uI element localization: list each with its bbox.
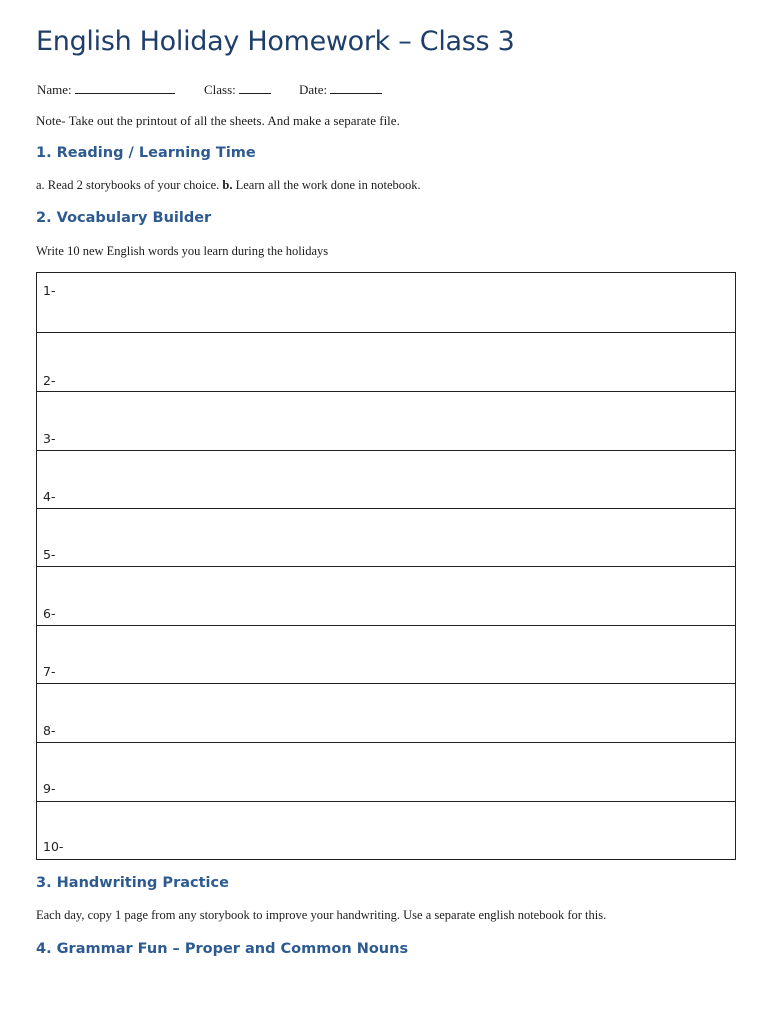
vocab-row-number: 8-: [43, 723, 56, 738]
vocab-row-number: 6-: [43, 606, 56, 621]
reading-text-b: Learn all the work done in notebook.: [232, 178, 421, 192]
name-blank: [75, 82, 175, 94]
name-field: [37, 82, 175, 98]
vocabulary-table: [36, 272, 736, 860]
section-heading-grammar: 4. Grammar Fun – Proper and Common Nouns: [36, 941, 409, 957]
reading-text-b-marker: b.: [222, 178, 233, 192]
date-field: [299, 82, 382, 98]
date-blank: [330, 82, 382, 94]
class-field: [204, 82, 271, 98]
vocab-row-number: 7-: [43, 664, 56, 679]
row-divider: [37, 742, 735, 743]
row-divider: [37, 625, 735, 626]
section-heading-reading: 1. Reading / Learning Time: [36, 145, 256, 161]
vocab-row-number: 5-: [43, 547, 56, 562]
section-heading-handwriting: 3. Handwriting Practice: [36, 875, 229, 891]
row-divider: [37, 566, 735, 567]
class-blank: [239, 82, 271, 94]
vocab-row-number: 2-: [43, 373, 56, 388]
row-divider: [37, 508, 735, 509]
name-label: Name:: [37, 82, 72, 97]
page-title: English Holiday Homework – Class 3: [36, 26, 515, 57]
row-divider: [37, 683, 735, 684]
vocab-row-number: 1-: [43, 283, 56, 298]
vocab-row-number: 10-: [43, 839, 64, 854]
vocab-row-number: 3-: [43, 431, 56, 446]
row-divider: [37, 801, 735, 802]
note-text: Note- Take out the printout of all the sheets. And make a separate file.: [36, 113, 400, 128]
section-heading-vocabulary: 2. Vocabulary Builder: [36, 210, 212, 226]
date-label: Date:: [299, 82, 328, 97]
row-divider: [37, 391, 735, 392]
vocab-row-number: 4-: [43, 489, 56, 504]
reading-instructions: [36, 178, 421, 193]
handwriting-instruction: Each day, copy 1 page from any storybook to improve your handwriting. Use a separate english notebook for this.: [36, 908, 607, 922]
vocab-row-number: 9-: [43, 781, 56, 796]
row-divider: [37, 332, 735, 333]
vocabulary-instruction: Write 10 new English words you learn during the holidays: [36, 244, 329, 258]
reading-text-a: a. Read 2 storybooks of your choice.: [36, 178, 223, 192]
row-divider: [37, 450, 735, 451]
class-label: Class:: [204, 82, 236, 97]
